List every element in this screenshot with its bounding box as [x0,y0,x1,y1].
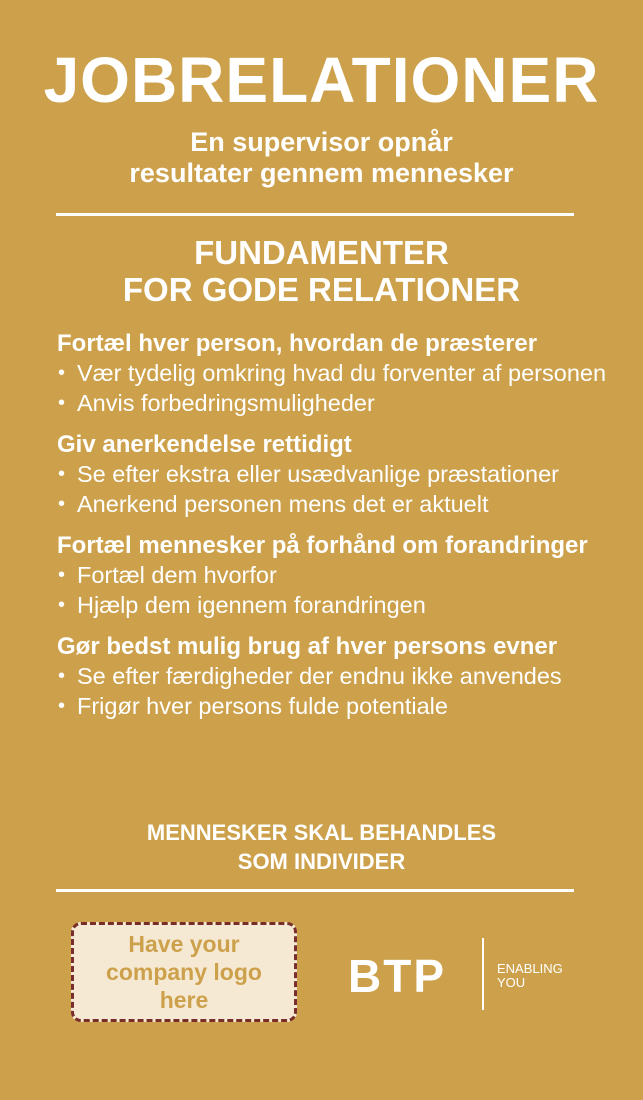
guideline-group [57,329,633,418]
section-heading-line: FOR GODE RELATIONER [122,271,521,308]
placeholder-line: company logo [106,959,262,985]
group-title: Fortæl hver person, hvordan de præsterer [57,330,538,357]
group-title: Gør bedst mulig brug af hver persons evner [57,633,558,660]
brand-tagline [497,962,563,990]
group-title: Fortæl mennesker på forhånd om forandringer [57,532,588,559]
list-item: • Hjælp dem igennem forandringen [57,591,633,621]
closing-statement [0,818,643,876]
bottom-divider [56,889,574,892]
list-item: • Anvis forbedringsmuligheder [57,389,633,419]
tagline-line: ENABLING [497,961,563,976]
subtitle-line: En supervisor opnår [190,127,453,157]
list-item: • Fortæl dem hvorfor [57,561,633,591]
closing-line: MENNESKER SKAL BEHANDLES [146,820,497,845]
guideline-group [57,531,633,620]
list-item: • Se efter ekstra eller usædvanlige præstationer [57,460,633,490]
closing-line: SOM INDIVIDER [237,849,406,874]
placeholder-line: Have your [128,931,240,957]
bullet-icon: • [58,694,66,717]
bullet-icon: • [58,463,66,485]
placeholder-line: here [159,987,209,1013]
group-title: Giv anerkendelse rettidigt [57,431,352,458]
page-title: JOBRELATIONER [43,44,600,116]
bullet-icon: • [58,391,66,414]
list-item: • Se efter færdigheder der endnu ikke anvendes [57,662,633,692]
bullet-icon: • [58,564,66,586]
btp-logo: BTP [348,950,446,1002]
list-item: • Vær tydelig omkring hvad du forventer af personen [57,359,633,389]
guideline-group [57,430,633,519]
top-divider [56,213,574,216]
tagline-line: YOU [497,975,526,990]
logo-divider [482,938,484,1010]
subtitle [40,127,603,189]
bullet-icon: • [58,492,66,515]
list-item: • Anerkend personen mens det er aktuelt [57,490,633,520]
bullet-icon: • [58,593,66,616]
section-heading-line: FUNDAMENTER [194,234,449,271]
subtitle-line: resultater gennem mennesker [129,158,514,188]
bullet-icon: • [58,665,66,687]
guideline-list [57,329,633,733]
list-item: • Frigør hver persons fulde potentiale [57,692,633,722]
bullet-icon: • [58,362,66,384]
guideline-group [57,632,633,721]
section-heading [0,234,643,308]
company-logo-placeholder [71,922,297,1022]
